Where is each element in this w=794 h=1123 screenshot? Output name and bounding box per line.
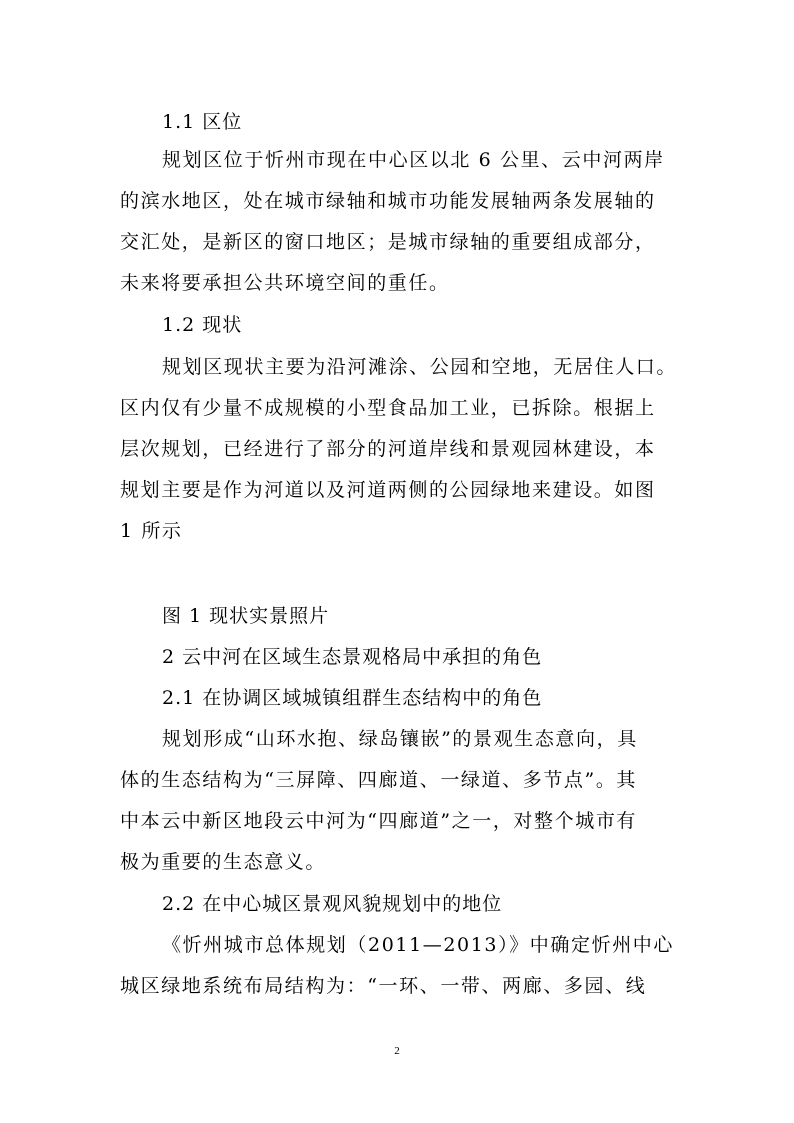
- paragraph-line: 层次规划，已经进行了部分的河道岸线和景观园林建设，本: [120, 438, 656, 460]
- section-heading-1-1: 1.1 区位: [162, 111, 243, 133]
- section-heading-1-2: 1.2 现状: [162, 314, 243, 336]
- paragraph-line: 体的生态结构为“三屏障、四廊道、一绿道、多节点”。其: [120, 769, 638, 791]
- page-number: 2: [394, 1045, 400, 1057]
- paragraph-line: 1 所示: [120, 520, 183, 542]
- paragraph-line: 规划形成“山环水抱、绿岛镶嵌”的景观生态意向，具: [162, 728, 638, 750]
- paragraph-line: 城区绿地系统布局结构为：“一环、一带、两廊、多园、线: [120, 975, 647, 997]
- paragraph-line: 未来将要承担公共环境空间的重任。: [120, 272, 450, 294]
- paragraph-line: 的滨水地区，处在城市绿轴和城市功能发展轴两条发展轴的: [120, 190, 656, 212]
- section-heading-2-2: 2.2 在中心城区景观风貌规划中的地位: [162, 893, 503, 915]
- paragraph-line: 规划区现状主要为沿河滩涂、公园和空地，无居住人口。: [162, 356, 678, 378]
- paragraph-line: 规划主要是作为河道以及河道两侧的公园绿地来建设。如图: [120, 479, 656, 501]
- section-heading-2: 2 云中河在区域生态景观格局中承担的角色: [162, 646, 543, 668]
- figure-caption: 图 1 现状实景照片: [162, 605, 330, 627]
- section-heading-2-1: 2.1 在协调区域城镇组群生态结构中的角色: [162, 687, 543, 709]
- paragraph-line: 规划区位于忻州市现在中心区以北 6 公里、云中河两岸: [162, 149, 665, 171]
- paragraph-line: 极为重要的生态意义。: [120, 851, 327, 873]
- paragraph-line: 中本云中新区地段云中河为“四廊道”之一，对整个城市有: [120, 810, 638, 832]
- paragraph-line: 交汇处，是新区的窗口地区；是城市绿轴的重要组成部分，: [120, 231, 656, 253]
- paragraph-line: 区内仅有少量不成规模的小型食品加工业，已拆除。根据上: [120, 397, 656, 419]
- paragraph-line: 《忻州城市总体规划（2011—2013）》中确定忻州中心: [162, 934, 675, 956]
